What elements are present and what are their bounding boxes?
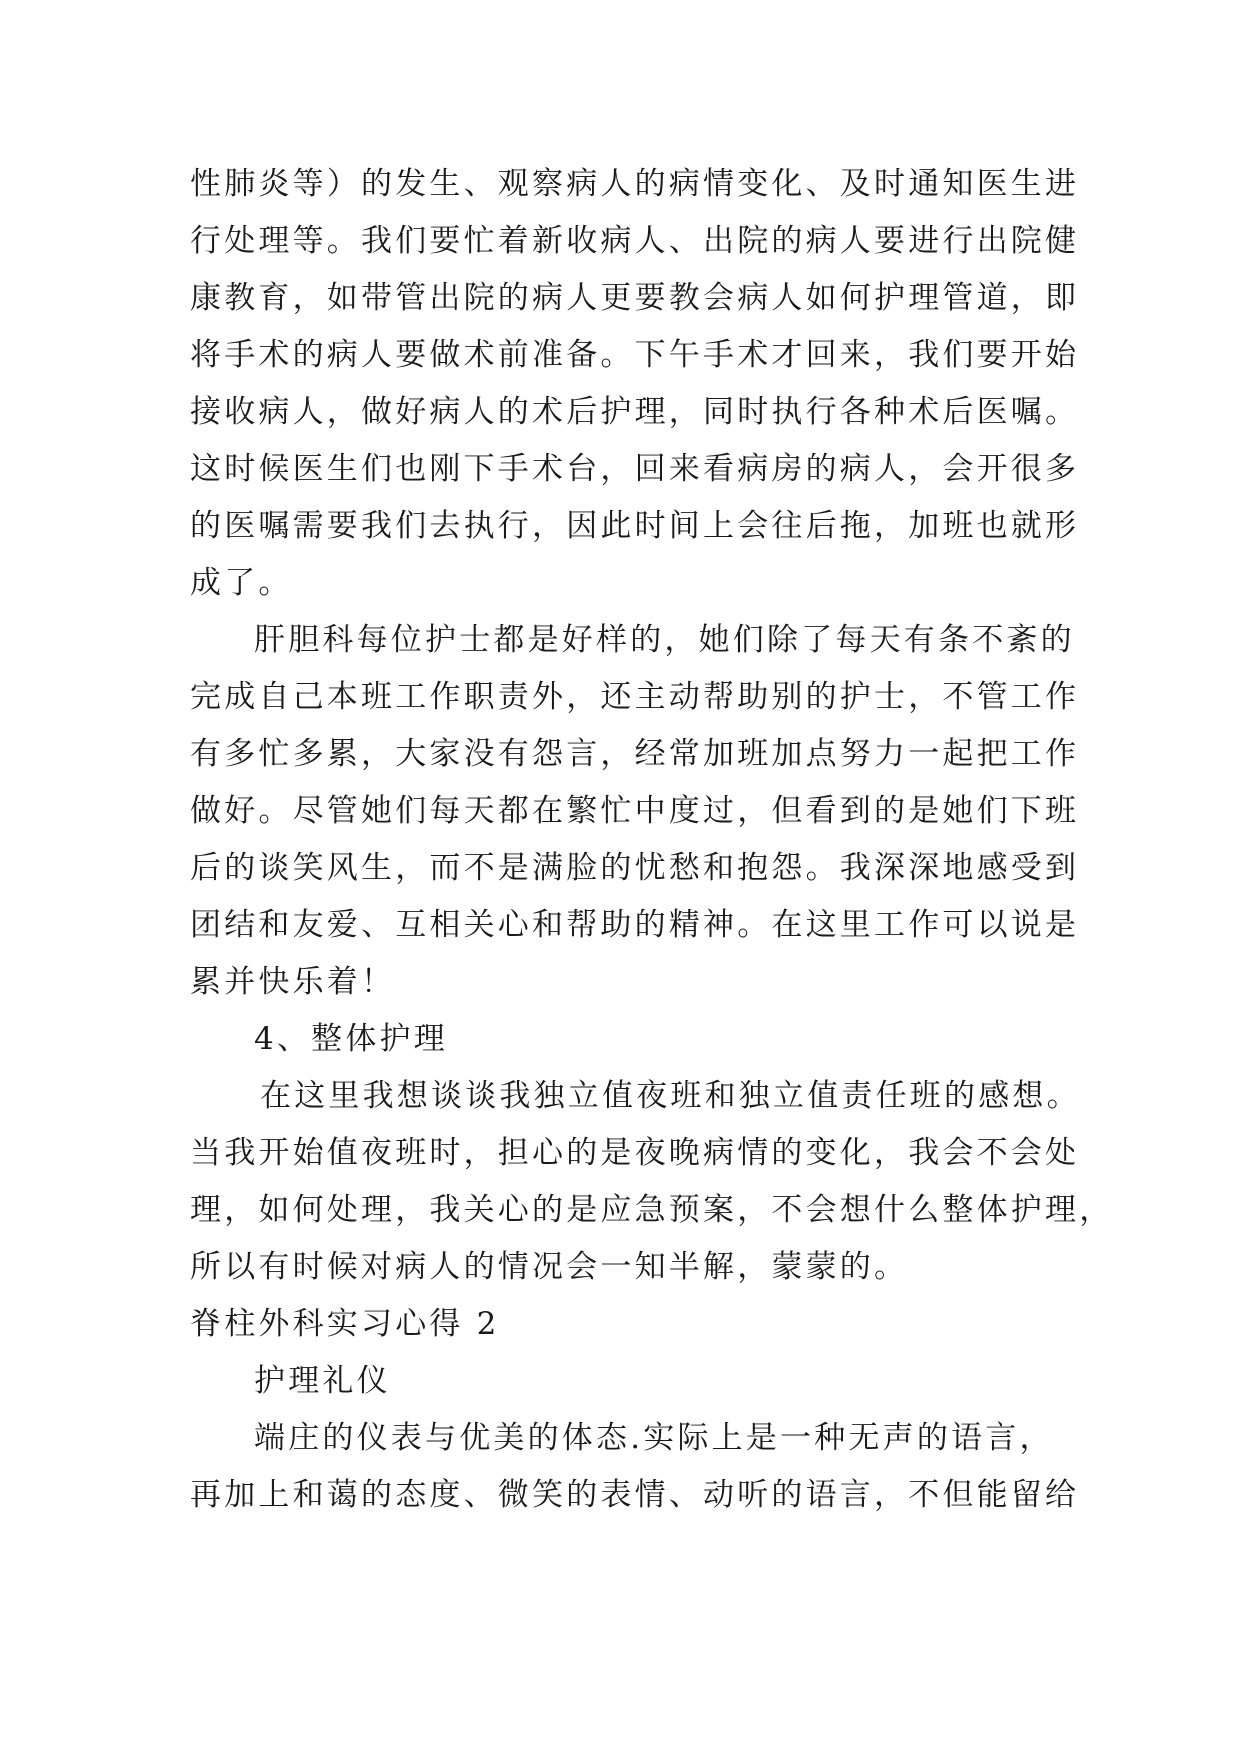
body-text-line: 这时候医生们也刚下手术台，回来看病房的病人，会开很多 bbox=[190, 451, 1080, 487]
paragraph-first-line: 端庄的仪表与优美的体态.实际上是一种无声的语言， bbox=[254, 1420, 1054, 1456]
body-text-line: 成了。 bbox=[190, 565, 293, 601]
body-text-line: 康教育，如带管出院的病人更要教会病人如何护理管道，即 bbox=[190, 280, 1080, 316]
article-title: 脊柱外科实习心得 2 bbox=[190, 1306, 500, 1342]
body-text-line: 当我开始值夜班时，担心的是夜晚病情的变化，我会不会处 bbox=[190, 1135, 1080, 1171]
body-text-line: 将手术的病人要做术前准备。下午手术才回来，我们要开始 bbox=[190, 337, 1080, 373]
paragraph-first-line: 在这里我想谈谈我独立值夜班和独立值责任班的感想。 bbox=[260, 1078, 1081, 1114]
body-text-line: 有多忙多累，大家没有怨言，经常加班加点努力一起把工作 bbox=[190, 736, 1080, 772]
body-text-line: 再加上和蔼的态度、微笑的表情、动听的语言，不但能留给 bbox=[190, 1477, 1080, 1513]
body-text-line: 累并快乐着！ bbox=[190, 964, 396, 1000]
body-text-line: 行处理等。我们要忙着新收病人、出院的病人要进行出院健 bbox=[190, 223, 1080, 259]
body-text-line: 团结和友爱、互相关心和帮助的精神。在这里工作可以说是 bbox=[190, 907, 1080, 943]
paragraph-first-line: 肝胆科每位护士都是好样的，她们除了每天有条不紊的 bbox=[254, 622, 1075, 658]
body-text-line: 完成自己本班工作职责外，还主动帮助别的护士，不管工作 bbox=[190, 679, 1080, 715]
body-text-line: 接收病人，做好病人的术后护理，同时执行各种术后医嘱。 bbox=[190, 394, 1080, 430]
body-text-line: 后的谈笑风生，而不是满脸的忧愁和抱怨。我深深地感受到 bbox=[190, 850, 1080, 886]
body-text-line: 所以有时候对病人的情况会一知半解，蒙蒙的。 bbox=[190, 1249, 909, 1285]
section-heading: 4、整体护理 bbox=[254, 1021, 448, 1057]
body-text-line: 的医嘱需要我们去执行，因此时间上会往后拖，加班也就形 bbox=[190, 508, 1080, 544]
body-text-line: 性肺炎等）的发生、观察病人的病情变化、及时通知医生进 bbox=[190, 166, 1080, 202]
section-heading: 护理礼仪 bbox=[254, 1363, 391, 1399]
body-text-line: 做好。尽管她们每天都在繁忙中度过，但看到的是她们下班 bbox=[190, 793, 1080, 829]
body-text-line: 理，如何处理，我关心的是应急预案，不会想什么整体护理， bbox=[190, 1192, 1114, 1228]
